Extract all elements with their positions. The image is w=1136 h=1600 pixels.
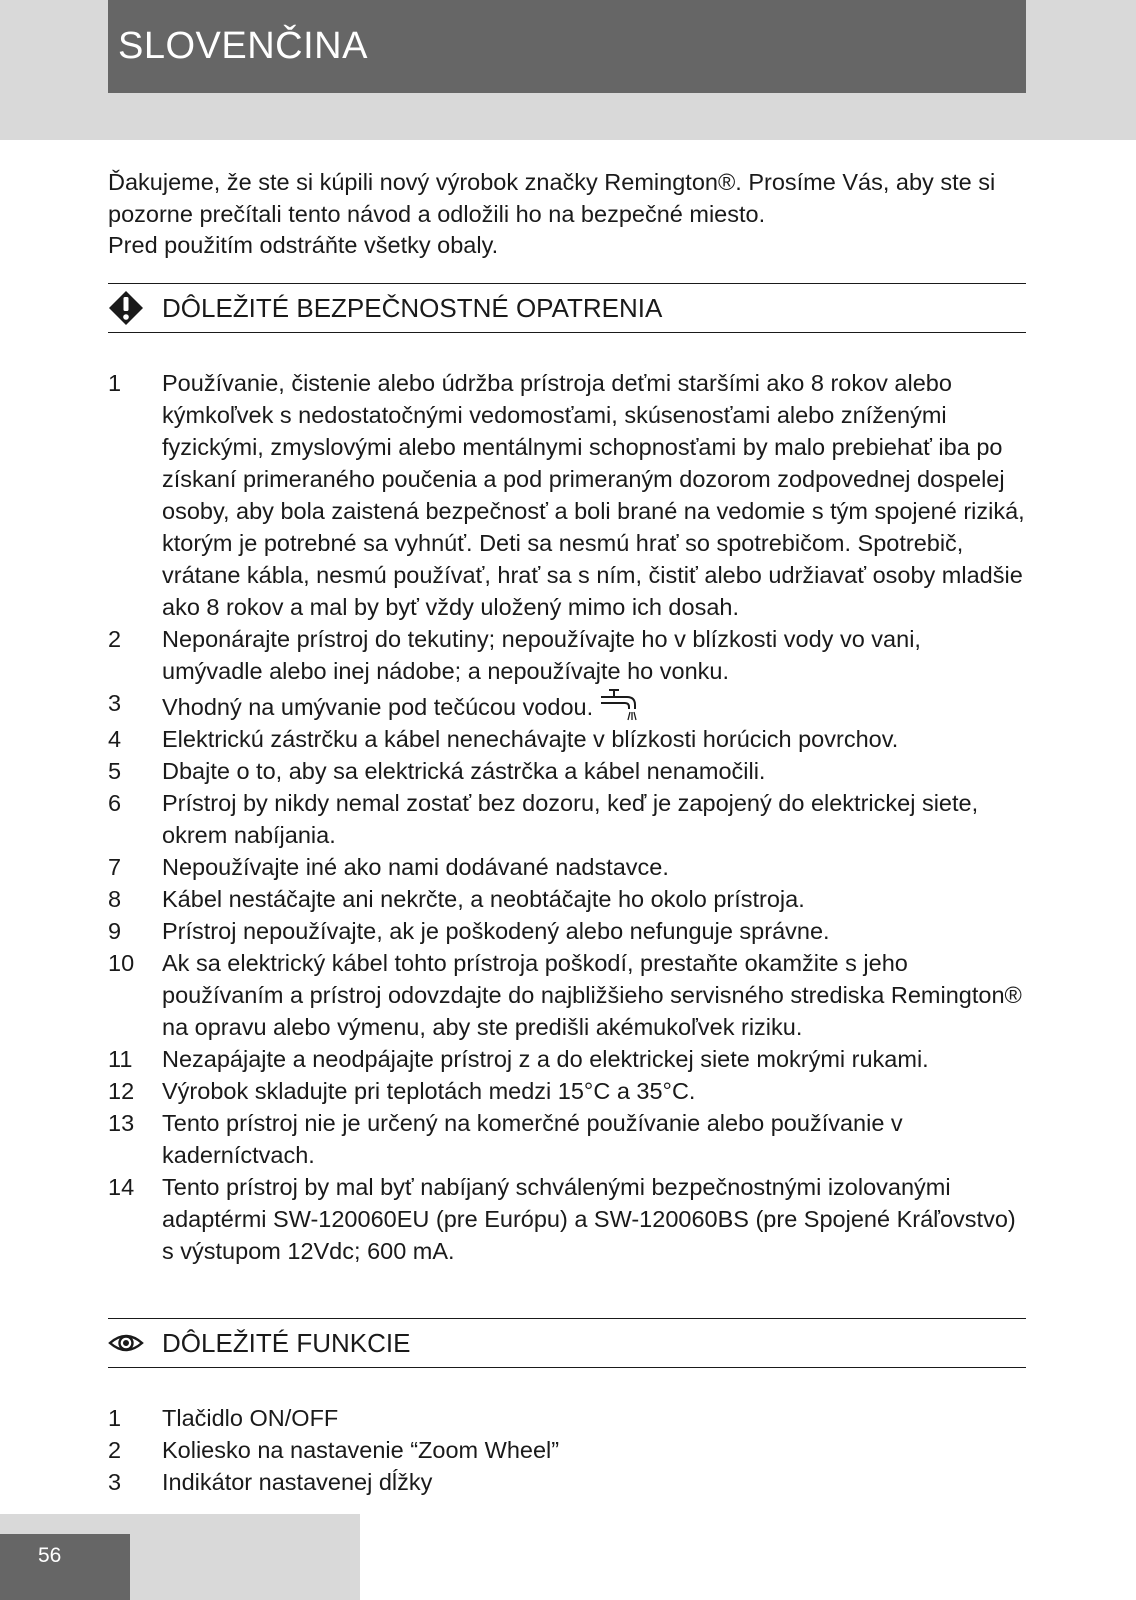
features-heading: DÔLEŽITÉ FUNKCIE <box>162 1327 411 1358</box>
item-text: Používanie, čistenie alebo údržba prístroja deťmi staršími ako 8 rokov alebo kýmkoľvek s nedostatočnými vedomosťami, skúsenosťami alebo zníženými fyzickými, zmyslovými alebo mentálnymi schopnosťami by malo prebiehať iba po získaní primeraného poučenia a pod primeraným dozorom zodpovednej dospelej osoby, aby bola zaistená bezpečnosť a boli brané na vedomie s tým spojené riziká, ktorým je potrebné sa vyhnúť. Deti sa nesmú hrať so spotrebičom. Spotrebič, vrátane kábla, nesmú používať, hrať sa s ním, čistiť alebo udržiavať osoby mladšie ako 8 rokov a mal by byť vždy uložený mimo ich dosah. <box>162 370 1025 620</box>
item-number: 4 <box>108 726 122 752</box>
item-number: 7 <box>108 854 122 880</box>
safety-heading: DÔLEŽITÉ BEZPEČNOSTNÉ OPATRENIA <box>162 292 663 323</box>
item-number: 3 <box>108 1469 122 1495</box>
item-number: 2 <box>108 1437 122 1463</box>
list-item <box>108 1075 1026 1107</box>
intro-paragraph: Pred použitím odstráňte všetky obaly. <box>108 232 499 258</box>
item-number: 1 <box>108 370 122 396</box>
list-item <box>108 687 1026 723</box>
item-text: Výrobok skladujte pri teplotách medzi 15°C a 35°C. <box>162 1078 696 1104</box>
item-number: 11 <box>108 1046 133 1072</box>
list-item <box>108 1466 1026 1498</box>
list-item <box>108 1402 1026 1434</box>
item-text: Vhodný na umývanie pod tečúcou vodou. <box>162 694 594 720</box>
item-number: 6 <box>108 790 122 816</box>
item-number: 1 <box>108 1405 122 1431</box>
item-text: Nezapájajte a neodpájajte prístroj z a do elektrickej siete mokrými rukami. <box>162 1046 929 1072</box>
list-item <box>108 883 1026 915</box>
intro-text <box>108 167 1026 262</box>
item-text: Nepoužívajte iné ako nami dodávané nadstavce. <box>162 854 669 880</box>
language-title: SLOVENČINA <box>108 0 1026 93</box>
item-number: 2 <box>108 626 122 652</box>
safety-section-header <box>108 283 1026 333</box>
item-text: Ak sa elektrický kábel tohto prístroja poškodí, prestaňte okamžite s jeho používaním a prístroj odovzdajte do najbližšieho servisného strediska Remington® na opravu alebo výmenu, aby ste predišli akémukoľvek riziku. <box>162 950 1022 1040</box>
item-number: 12 <box>108 1078 135 1104</box>
list-item <box>108 1171 1026 1267</box>
item-text: Tento prístroj nie je určený na komerčné používanie alebo používanie v kaderníctvach. <box>162 1110 903 1168</box>
list-item <box>108 1043 1026 1075</box>
item-text: Kábel nestáčajte ani nekrčte, a neobtáčajte ho okolo prístroja. <box>162 886 805 912</box>
features-section-header <box>108 1318 1026 1368</box>
item-text: Tento prístroj by mal byť nabíjaný schválenými bezpečnostnými izolovanými adaptérmi SW-120060EU (pre Európu) a SW-120060BS (pre Spojené Kráľovstvo) s výstupom 12Vdc; 600 mA. <box>162 1174 1016 1264</box>
warning-icon <box>108 290 144 326</box>
item-text: Tlačidlo ON/OFF <box>162 1405 339 1431</box>
list-item <box>108 723 1026 755</box>
item-text: Indikátor nastavenej dĺžky <box>162 1469 433 1495</box>
list-item <box>108 1107 1026 1171</box>
item-number: 13 <box>108 1110 135 1136</box>
list-item <box>108 947 1026 1043</box>
list-item <box>108 755 1026 787</box>
item-number: 5 <box>108 758 122 784</box>
item-text: Elektrickú zástrčku a kábel nenechávajte v blízkosti horúcich povrchov. <box>162 726 899 752</box>
item-number: 10 <box>108 950 135 976</box>
list-item <box>108 787 1026 851</box>
safety-list <box>108 367 1026 1267</box>
list-item <box>108 851 1026 883</box>
item-number: 9 <box>108 918 122 944</box>
features-list <box>108 1402 1026 1498</box>
page-number: 56 <box>0 1534 130 1600</box>
list-item <box>108 367 1026 623</box>
list-item <box>108 1434 1026 1466</box>
list-item <box>108 915 1026 947</box>
item-text: Prístroj by nikdy nemal zostať bez dozoru, keď je zapojený do elektrickej siete, okrem nabíjania. <box>162 790 979 848</box>
intro-paragraph: Ďakujeme, že ste si kúpili nový výrobok značky Remington®. Prosíme Vás, aby ste si pozorne prečítali tento návod a odložili ho na bezpečné miesto. <box>108 169 996 227</box>
item-text-wrap <box>162 687 1026 723</box>
item-text: Neponárajte prístroj do tekutiny; nepoužívajte ho v blízkosti vody vo vani, umývadle alebo inej nádobe; a nepoužívajte ho vonku. <box>162 626 921 684</box>
eye-icon <box>108 1325 144 1361</box>
item-text: Prístroj nepoužívajte, ak je poškodený alebo nefunguje správne. <box>162 918 830 944</box>
item-text: Dbajte o to, aby sa elektrická zástrčka a kábel nenamočili. <box>162 758 766 784</box>
list-item <box>108 623 1026 687</box>
running-water-tap-icon <box>597 687 643 721</box>
item-number: 14 <box>108 1174 135 1200</box>
item-text: Koliesko na nastavenie “Zoom Wheel” <box>162 1437 560 1463</box>
item-number: 8 <box>108 886 122 912</box>
item-number: 3 <box>108 690 122 716</box>
